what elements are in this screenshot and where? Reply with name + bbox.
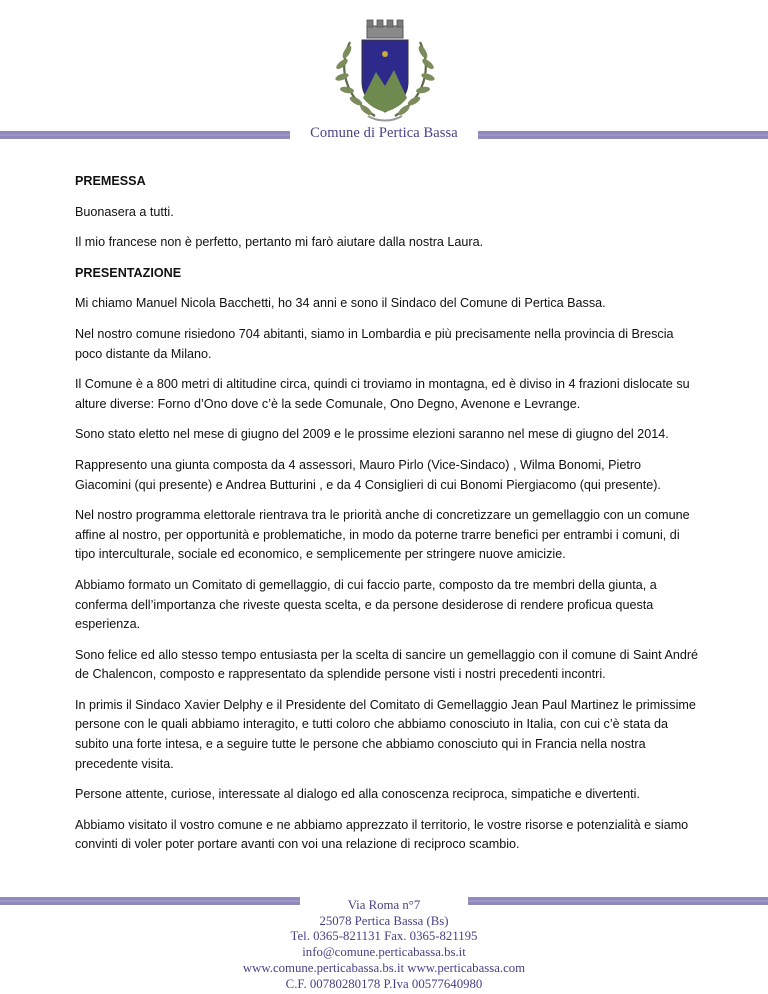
paragraph: Buonasera a tutti. [75,204,174,219]
footer-tax-codes: C.F. 00780280178 P.Iva 00577640980 [285,976,483,991]
paragraph: Il mio francese non è perfetto, pertanto mi farò aiutare dalla nostra Laura. [75,235,484,250]
footer-phone: Tel. 0365-821131 Fax. 0365-821195 [290,929,478,944]
paragraph: Nel nostro comune risiedono 704 abitanti, siamo in Lombardia e più precisamente nella provincia di Brescia poco distante da Milano. [75,326,674,361]
paragraph: Persone attente, curiose, interessate al dialogo ed alla conoscenza reciproca, simpatiche e divertenti. [75,787,640,802]
paragraph: Il Comune è a 800 metri di altitudine circa, quindi ci troviamo in montagna, ed è diviso in 4 frazioni dislocate su alture diverse: Forno d’Ono dove c’è la sede Comunale, Ono Degno, Avenone e Levrange. [75,377,690,411]
municipality-title [0,125,768,142]
municipality-title-text: Comune di Pertica Bassa [304,125,464,141]
footer-contacts [0,898,768,992]
paragraph: Sono stato eletto nel mese di giugno del 2009 e le prossime elezioni saranno nel mese di giugno del 2014. [75,427,669,442]
heading-premessa: PREMESSA [75,174,146,188]
paragraph: Sono felice ed allo stesso tempo entusiasta per la scelta di sancire un gemellaggio con il comune di Saint André de Chalencon, composto e rappresentato da splendide persone visti i nostri precedenti incontri. [75,647,699,682]
paragraph: Rappresento una giunta composta da 4 assessori, Mauro Pirlo (Vice-Sindaco) , Wilma Bonomi, Pietro Giacomini (qui presente) e Andrea Butturini , e da 4 Consiglieri di cui Bonomi Piergiacomo (qui presente). [75,457,661,492]
paragraph: Mi chiamo Manuel Nicola Bacchetti, ho 34 anni e sono il Sindaco del Comune di Pertica Bassa. [75,296,606,311]
coat-of-arms [320,12,450,130]
paragraph: Abbiamo visitato il vostro comune e ne abbiamo apprezzato il territorio, le vostre risorse e potenzialità e siamo convinti di voler poter portare avanti con voi una relazione di reciproco scambio. [75,817,689,852]
footer-address: Via Roma n°7 [347,898,421,912]
footer-city: 25078 Pertica Bassa (Bs) [319,913,449,928]
paragraph: In primis il Sindaco Xavier Delphy e il Presidente del Comitato di Gemellaggio Jean Paul Martinez le primissime persone con le quali abbiamo interagito, e tutti coloro che abbiamo conosciuto in Italia, con cui c’è stata da subito una forte intesa, e a seguire tutte le persone che abbiamo conosciuto qui in Francia nella nostra precedente visita. [75,697,696,771]
paragraph: Abbiamo formato un Comitato di gemellaggio, di cui faccio parte, composto da tre membri della giunta, a conferma dell’importanza che riveste questa scelta, e da persone desiderose di rendere proficua questa esperienza. [75,577,657,632]
coat-of-arms-icon [320,12,450,130]
footer-websites[interactable]: www.comune.perticabassa.bs.it www.perticabassa.com [242,960,526,975]
heading-presentazione: PRESENTAZIONE [75,265,182,280]
letter-body [75,172,700,866]
footer-email[interactable]: info@comune.perticabassa.bs.it [302,945,466,960]
paragraph: Nel nostro programma elettorale rientrava tra le priorità anche di concretizzare un gemellaggio con un comune affine al nostro, per opportunità e problematiche, in modo da poterne trarre benefici per entrambi i comuni, di tipo interculturale, sociale ed economico, e semplicemente per stringere nuove amicizie. [75,508,690,562]
